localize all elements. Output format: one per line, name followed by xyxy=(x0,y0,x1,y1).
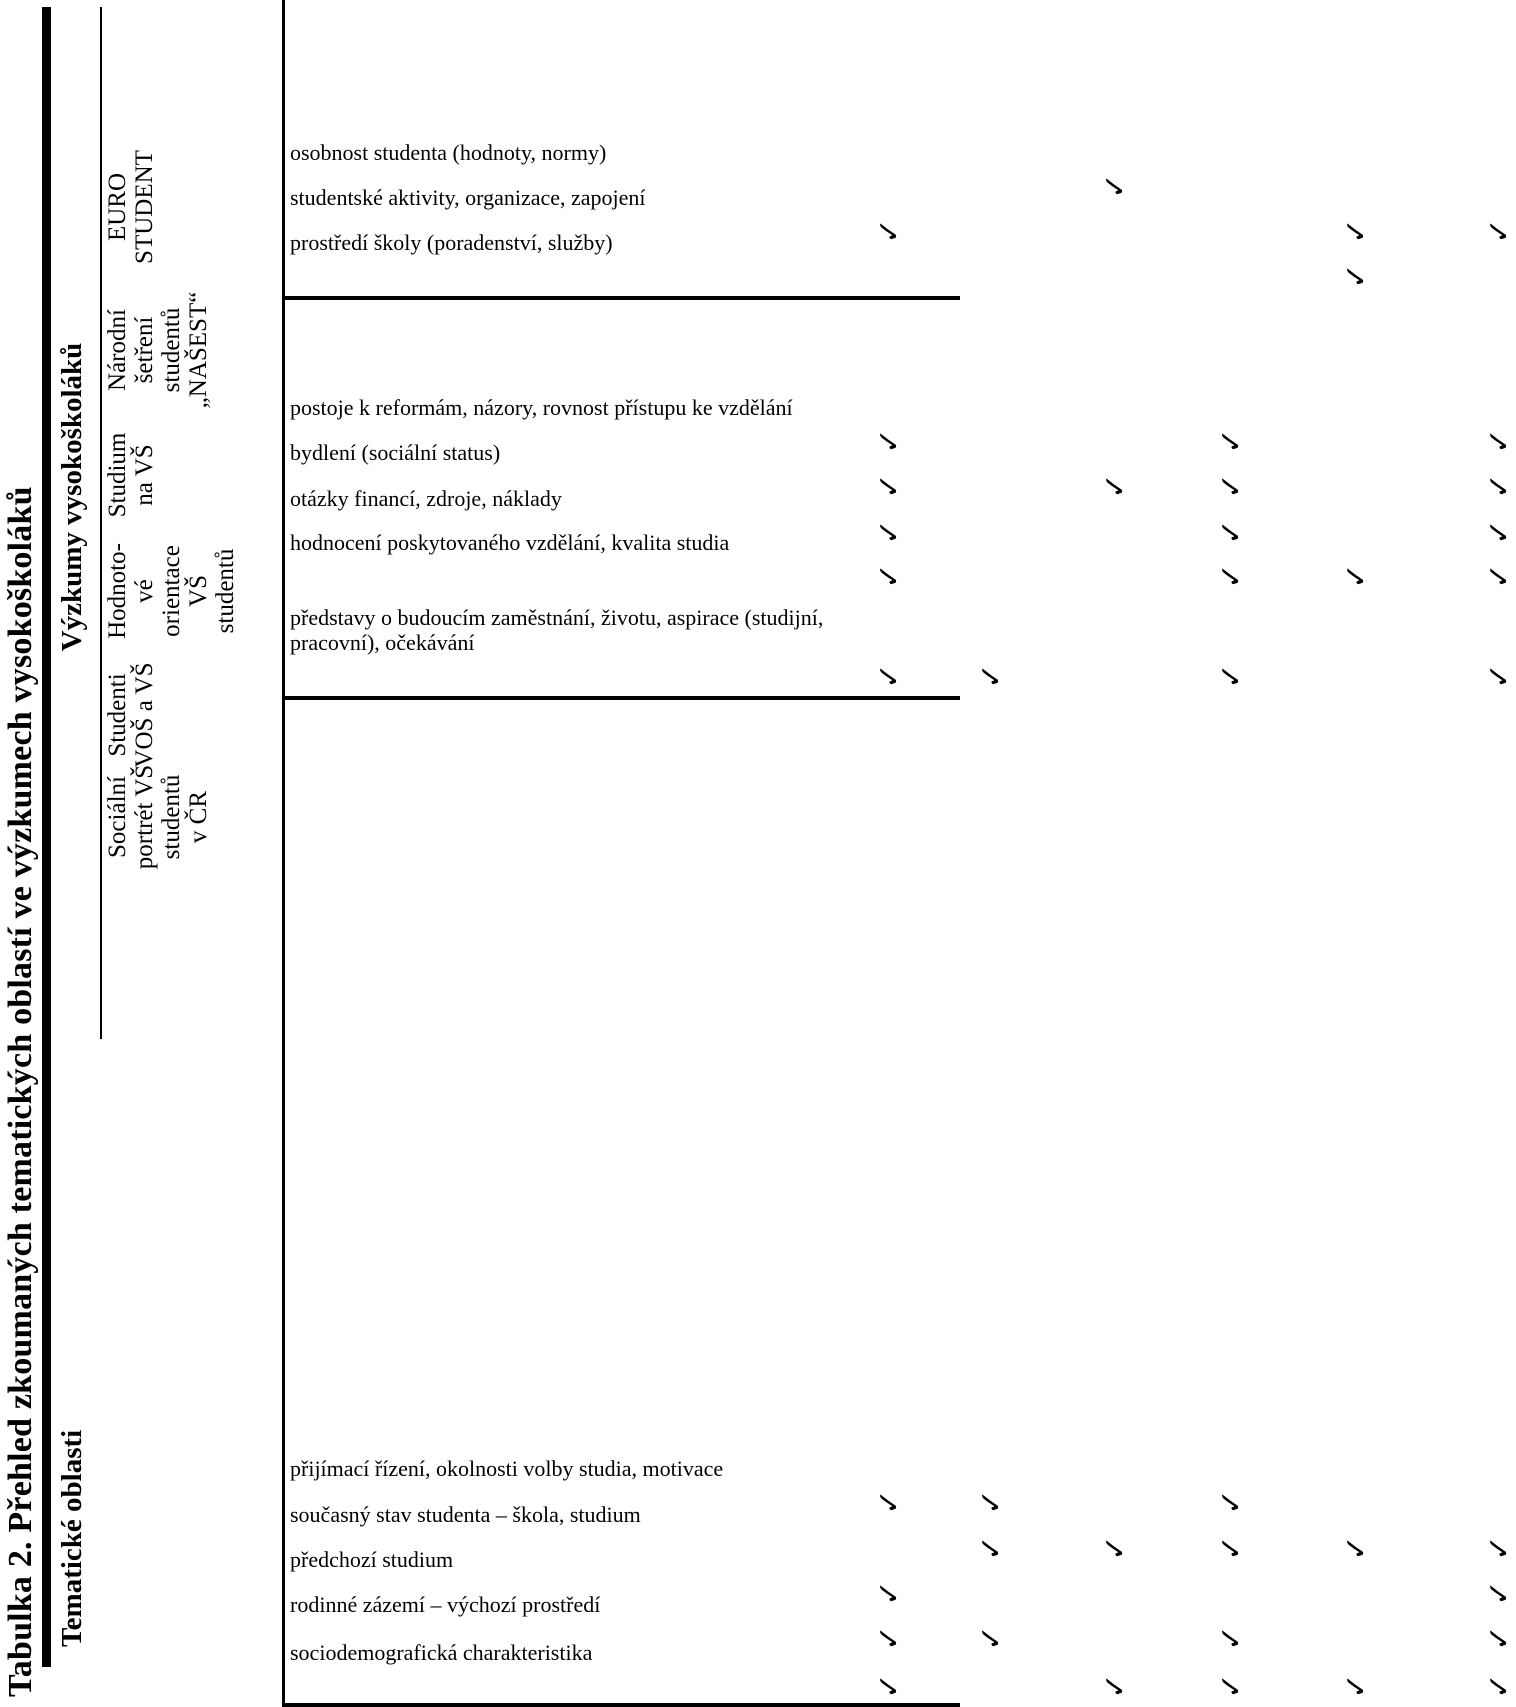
check-icon: ✓ xyxy=(1483,1580,1516,1606)
check-icon: ✓ xyxy=(873,428,906,454)
check-icon: ✓ xyxy=(1340,1535,1373,1561)
column-header-studenti-vos xyxy=(104,660,158,770)
check-icon: ✓ xyxy=(873,1673,906,1699)
row-label: postoje k reformám, názory, rovnost přístupu ke vzdělání xyxy=(290,395,793,420)
check-icon: ✓ xyxy=(873,1625,906,1651)
check-icon: ✓ xyxy=(1340,1673,1373,1699)
column-header-line: v ČR xyxy=(185,790,212,844)
row-label: hodnocení poskytovaného vzdělání, kvalita studia xyxy=(290,530,730,555)
row-label: sociodemografická charakteristika xyxy=(290,1640,593,1665)
column-header-line: STUDENT xyxy=(131,150,158,264)
check-icon: ✓ xyxy=(873,473,906,499)
column-header-line: na VŠ xyxy=(131,444,158,506)
row-label: prostředí školy (poradenství, služby) xyxy=(290,230,613,255)
check-icon: ✓ xyxy=(1099,1535,1132,1561)
check-icon: ✓ xyxy=(1215,473,1248,499)
check-icon: ✓ xyxy=(1099,1673,1132,1699)
check-icon: ✓ xyxy=(1215,1489,1248,1515)
check-icon: ✓ xyxy=(1099,473,1132,499)
column-header-studium-na-vs xyxy=(104,420,158,530)
column-header-nasest xyxy=(104,280,212,420)
header-rule xyxy=(100,7,102,1039)
column-header-line: Studium xyxy=(104,432,131,518)
group-divider xyxy=(282,1703,960,1707)
check-icon: ✓ xyxy=(1483,663,1516,689)
table-body xyxy=(282,0,1516,1707)
check-icon: ✓ xyxy=(1483,218,1516,244)
check-icon: ✓ xyxy=(975,663,1008,689)
check-icon: ✓ xyxy=(873,663,906,689)
column-header-line: Národní xyxy=(104,309,131,391)
row-label: předchozí studium xyxy=(290,1547,454,1572)
row-label: současný stav studenta – škola, studium xyxy=(290,1502,641,1527)
column-header-line: VŠ xyxy=(185,575,212,607)
topic-column-header: Tematické oblasti xyxy=(56,1429,88,1647)
row-label: přijímací řízení, okolnosti volby studia, motivace xyxy=(290,1456,724,1481)
group-divider xyxy=(282,696,960,700)
check-icon: ✓ xyxy=(1483,519,1516,545)
check-icon: ✓ xyxy=(1215,663,1248,689)
row-label: bydlení (sociální status) xyxy=(290,440,501,465)
check-icon: ✓ xyxy=(975,1625,1008,1651)
check-icon: ✓ xyxy=(873,1489,906,1515)
column-header-line: EURO xyxy=(104,172,131,242)
column-header-line: studentů xyxy=(158,307,185,393)
row-label: rodinné zázemí – výchozí prostředí xyxy=(290,1592,601,1617)
check-icon: ✓ xyxy=(1340,563,1373,589)
row-label: představy o budoucím zaměstnání, životu, aspirace (studijní, pracovní), očekávání xyxy=(290,605,824,655)
top-rule xyxy=(42,7,51,1667)
column-header-line: Sociální xyxy=(104,776,131,858)
check-icon: ✓ xyxy=(1215,428,1248,454)
check-icon: ✓ xyxy=(1483,1625,1516,1651)
row-label: studentské aktivity, organizace, zapojení xyxy=(290,185,646,210)
column-header-line: Hodnoto- xyxy=(104,543,131,639)
check-icon: ✓ xyxy=(975,1489,1008,1515)
check-icon: ✓ xyxy=(1340,263,1373,289)
column-header-line: studentů xyxy=(212,548,239,634)
group-divider xyxy=(282,296,960,300)
check-icon: ✓ xyxy=(1340,218,1373,244)
check-icon: ✓ xyxy=(873,218,906,244)
column-header-eurostudent xyxy=(104,142,158,272)
column-header-socialni-portret xyxy=(104,752,212,882)
research-group-header: Výzkumy vysokoškoláků xyxy=(56,342,88,652)
check-icon: ✓ xyxy=(1483,1535,1516,1561)
check-icon: ✓ xyxy=(873,563,906,589)
column-header-line: portrét VŠ xyxy=(131,764,158,870)
check-icon: ✓ xyxy=(1215,563,1248,589)
check-icon: ✓ xyxy=(1099,173,1132,199)
column-header-line: šetření xyxy=(131,316,158,384)
check-icon: ✓ xyxy=(1215,519,1248,545)
table-title: Tabulka 2. Přehled zkoumaných tematických oblastí ve výzkumech vysokoškoláků xyxy=(2,486,39,1697)
column-header-line: VOŠ a VŠ xyxy=(131,662,158,768)
check-icon: ✓ xyxy=(1483,1673,1516,1699)
row-label: osobnost studenta (hodnoty, normy) xyxy=(290,140,607,165)
check-icon: ✓ xyxy=(1483,428,1516,454)
column-header-line: „NAŠEST“ xyxy=(185,291,212,409)
check-icon: ✓ xyxy=(1215,1673,1248,1699)
check-icon: ✓ xyxy=(1483,563,1516,589)
column-header-line: Studenti xyxy=(104,673,131,757)
check-icon: ✓ xyxy=(873,1580,906,1606)
column-header-line: studentů xyxy=(158,774,185,860)
check-icon: ✓ xyxy=(1215,1625,1248,1651)
check-icon: ✓ xyxy=(1215,1535,1248,1561)
check-icon: ✓ xyxy=(873,519,906,545)
column-header-hodnotove-orientace xyxy=(104,531,239,651)
check-icon: ✓ xyxy=(975,1535,1008,1561)
column-header-line: orientace xyxy=(158,545,185,637)
check-icon: ✓ xyxy=(1483,473,1516,499)
row-label: otázky financí, zdroje, náklady xyxy=(290,486,562,511)
column-header-line: vé xyxy=(131,579,158,603)
